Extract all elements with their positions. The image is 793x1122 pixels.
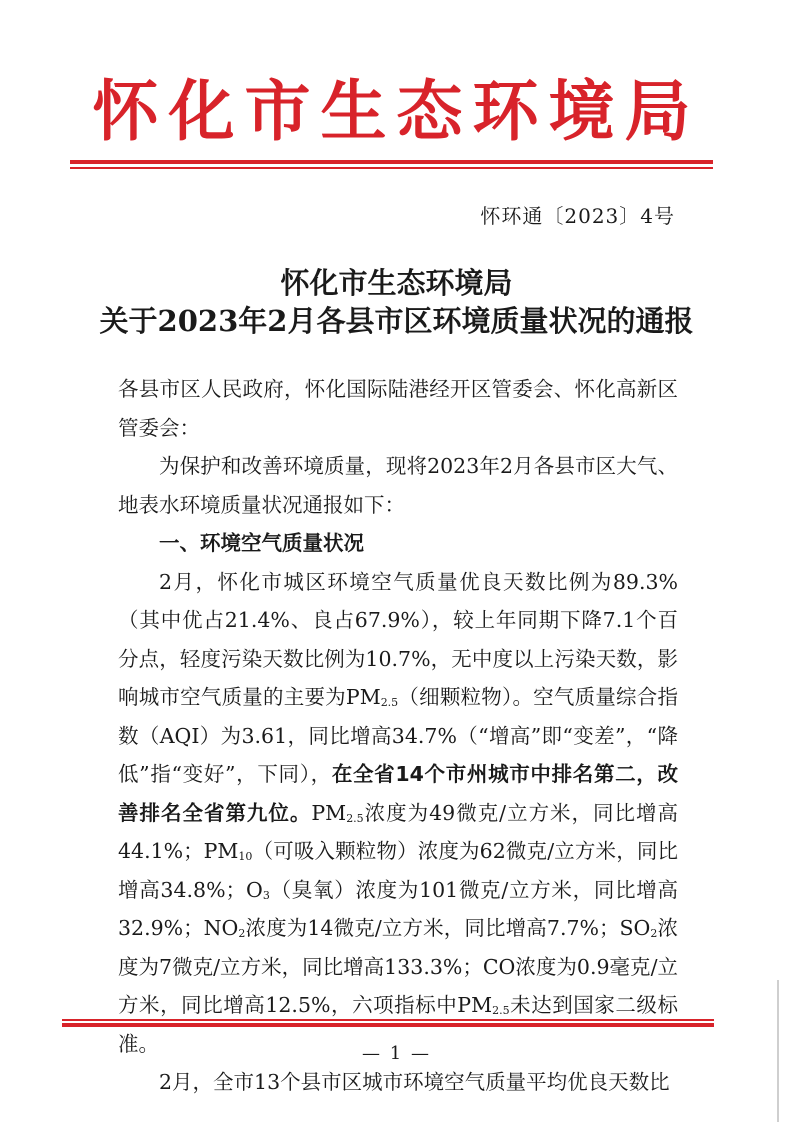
subscript: 2.5 [492, 1004, 510, 1017]
intro-paragraph: 为保护和改善环境质量，现将2023年2月各县市区大气、地表水环境质量状况通报如下： [118, 454, 678, 517]
subscript: 2.5 [346, 811, 364, 825]
subscript: 2 [650, 927, 658, 940]
document-title-line-1: 怀化市生态环境局 [280, 266, 513, 300]
masthead-rule-thick [70, 160, 713, 164]
para-text: 浓度为14微克/立方米，同比增高7.7%；SO [245, 916, 651, 940]
document-title-line-2: 关于2023年2月各县市区环境质量状况的通报 [99, 304, 694, 338]
page-number: — 1 — [362, 1043, 431, 1064]
para-text: （可吸入颗粒物）浓度为62微克/立方米，同比增高34.8%；O [118, 839, 678, 902]
masthead-rule-thin [70, 167, 713, 169]
para-text: 浓度为49微克/立方米，同比增高44.1%；PM [118, 800, 678, 863]
para-text: （臭氧）浓度为101微克/立方米，同比增高32.9%；NO [118, 877, 678, 940]
document-body [118, 370, 678, 1102]
section-heading-air-quality: 一、环境空气质量状况 [159, 531, 364, 555]
para-text: （细颗粒物）。空气质量综合指数（AQI）为3.61，同比增高34.7%（“增高”即“变差”，“降低”指“变好”，下同）， [118, 685, 678, 786]
subscript: 10 [238, 850, 253, 863]
footer-rule-thick [62, 1023, 714, 1027]
ranking-highlight: 在全省14个市州城市中排名第二，改善排名全省第九位。 [118, 762, 678, 825]
scan-edge-line [777, 980, 779, 1122]
masthead-title: 怀化市生态环境局 [92, 73, 701, 150]
county-air-quality-paragraph: 2月，全市13个县市区城市环境空气质量平均优良天数比 [159, 1070, 670, 1094]
para-text: PM [311, 800, 347, 825]
para-text: 浓度为7微克/立方米，同比增高133.3%；CO浓度为0.9毫克/立方米，同比增高12.5%，六项指标中PM [118, 916, 678, 1017]
para-text: 未达到国家二级标准。 [118, 993, 678, 1056]
air-quality-paragraph [118, 563, 678, 1064]
subscript: 2 [238, 927, 246, 940]
document-number: 怀环通〔2023〕4号 [480, 204, 675, 228]
para-text: 2月，怀化市城区环境空气质量优良天数比例为89.3%（其中优占21.4%、良占67.9%），较上年同期下降7.1个百分点，轻度污染天数比例为10.7%，无中度以上污染天数，影响城市空气质量的主要为PM [118, 569, 678, 709]
footer-rule-thin [62, 1019, 714, 1021]
subscript: 2.5 [380, 696, 399, 709]
subscript: 3 [262, 888, 270, 902]
addressee: 各县市区人民政府，怀化国际陆港经开区管委会、怀化高新区管委会： [118, 377, 678, 440]
